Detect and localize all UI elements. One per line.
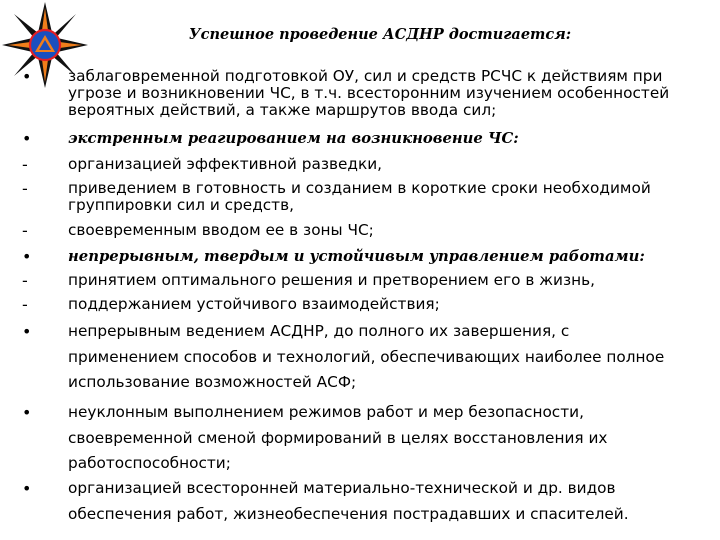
dash-marker: -: [22, 155, 28, 174]
list-item-text: заблаговременной подготовкой ОУ, сил и средств РСЧС к действиям при угрозе и возникновении ЧС, в т.ч. всесторонним изучением особенностей вероятных действий, а также маршрутов ввода сил;: [68, 67, 670, 119]
list-item-text: непрерывным ведением АСДНР, до полного их завершения, с применением способов и технологий, обеспечивающих наиболее полное использование возможностей АСФ;: [68, 322, 665, 391]
bullet-marker: •: [22, 247, 32, 266]
list-item-text: приведением в готовность и созданием в короткие сроки необходимой группировки сил и средств,: [68, 179, 651, 214]
list-item-text: своевременным вводом ее в зоны ЧС;: [68, 221, 374, 239]
bullet-marker: •: [22, 403, 32, 422]
dash-marker: -: [22, 179, 28, 198]
list-item-text: экстренным реагированием на возникновение ЧС:: [68, 130, 519, 147]
list-item-text: организацией эффективной разведки,: [68, 155, 382, 173]
dash-marker: -: [22, 221, 28, 240]
bullet-marker: •: [22, 67, 32, 86]
bullet-marker: •: [22, 129, 32, 148]
list-item-text: неуклонным выполнением режимов работ и мер безопасности, своевременной сменой формирований в целях восстановления их работоспособности;: [68, 403, 608, 472]
dash-marker: -: [22, 295, 28, 314]
bullet-marker: •: [22, 479, 32, 498]
bullet-marker: •: [22, 322, 32, 341]
list-item-text: поддержанием устойчивого взаимодействия;: [68, 295, 440, 313]
page-title: Успешное проведение АСДНР достигается:: [188, 26, 572, 43]
dash-marker: -: [22, 271, 28, 290]
list-item-text: непрерывным, твердым и устойчивым управлением работами:: [68, 248, 645, 265]
list-item-text: принятием оптимального решения и претворением его в жизнь,: [68, 271, 595, 289]
list-item-text: организацией всесторонней материально-технической и др. видов обеспечения работ, жизнеобеспечения пострадавших и спасителей.: [68, 479, 629, 523]
